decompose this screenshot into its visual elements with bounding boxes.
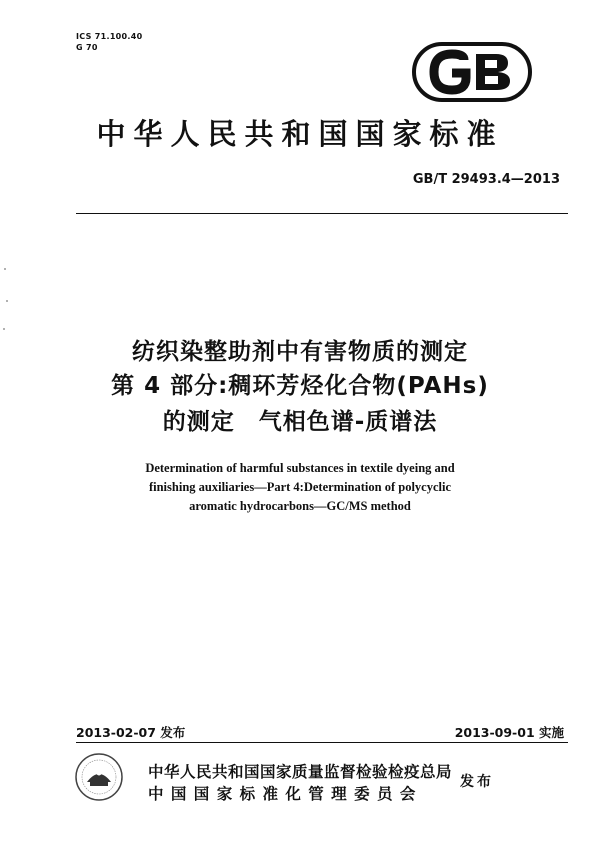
scan-speck bbox=[4, 268, 6, 270]
cn-title-line-3: 的测定 气相色谱-质谱法 bbox=[162, 409, 438, 435]
ccs-code: G 70 bbox=[76, 43, 98, 52]
anti-counterfeit-seal-icon bbox=[74, 752, 124, 802]
cn-title-line-1: 纺织染整助剂中有害物质的测定 bbox=[132, 339, 468, 365]
cn-title-line-2: 第 4 部分:稠环芳烃化合物(PAHs) bbox=[111, 373, 489, 399]
scan-speck bbox=[3, 328, 5, 330]
en-title-line-2: finishing auxiliaries—Part 4:Determination of polycyclic bbox=[148, 480, 452, 494]
issuer-aqsiq: 中华人民共和国国家质量监督检验检疫总局 bbox=[148, 763, 453, 781]
scan-speck bbox=[6, 300, 8, 302]
en-title-line-1: Determination of harmful substances in textile dyeing and bbox=[145, 461, 455, 475]
bottom-rule bbox=[76, 742, 568, 743]
standard-number: GB/T 29493.4—2013 bbox=[412, 172, 560, 187]
standard-title: 中华人民共和国国家标准 bbox=[96, 117, 504, 151]
ics-code: ICS 71.100.40 bbox=[76, 32, 143, 41]
gb-logo bbox=[412, 40, 532, 104]
issuer-sac: 中 国 国 家 标 准 化 管 理 委 员 会 bbox=[148, 785, 417, 803]
issue-date: 2013-02-07 发布 bbox=[76, 725, 186, 740]
implement-date: 2013-09-01 实施 bbox=[454, 725, 564, 740]
en-title-line-3: aromatic hydrocarbons—GC/MS method bbox=[189, 499, 411, 513]
publish-label: 发布 bbox=[460, 774, 494, 790]
top-rule bbox=[76, 213, 568, 214]
